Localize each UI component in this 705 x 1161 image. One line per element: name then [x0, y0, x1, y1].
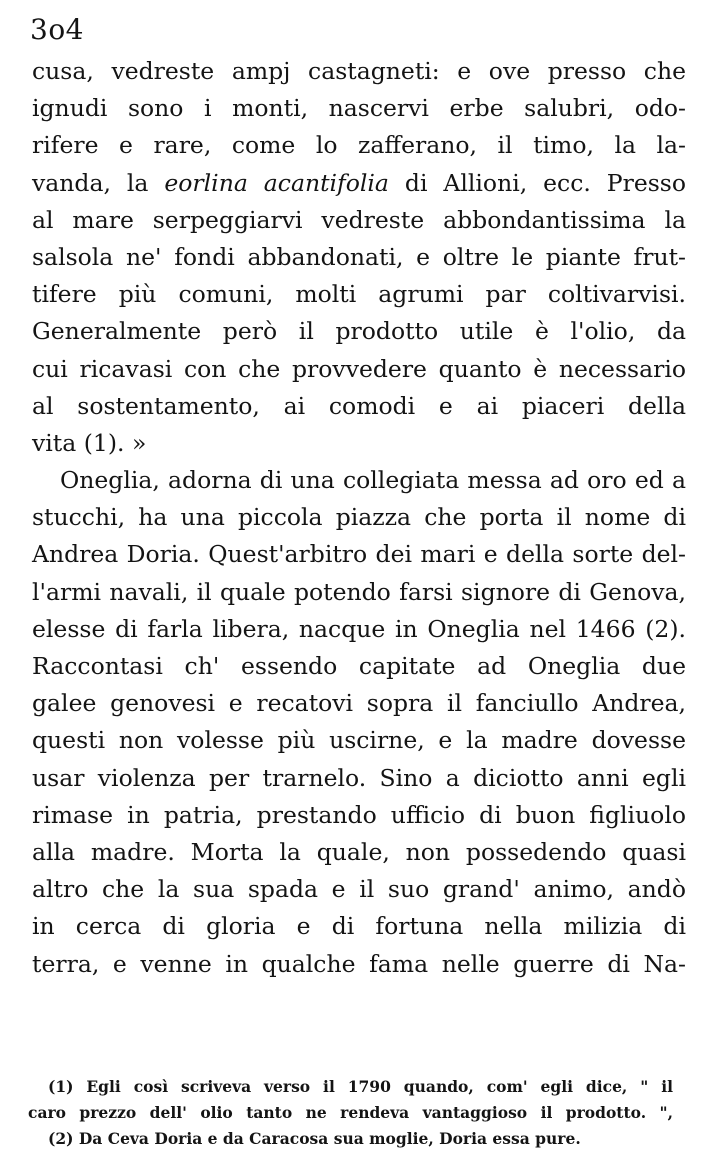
text-line: rimase in patria, prestando ufficio di buon figliuolo	[32, 800, 686, 829]
text-line: rifere e rare, come lo zafferano, il timo, la la-	[32, 131, 686, 160]
text-line: stucchi, ha una piccola piazza che porta il nome di	[32, 503, 686, 532]
page-number: 3o4	[30, 13, 84, 46]
footnotes	[28, 1074, 673, 1152]
text-line: elesse di farla libera, nacque in Oneglia nel 1466 (2).	[32, 614, 686, 643]
text-line: al mare serpeggiarvi vedreste abbondantissima la	[32, 205, 686, 234]
text-line: questi non volesse più uscirne, e la madre dovesse	[32, 726, 686, 755]
text-line: vita (1). »	[32, 428, 147, 457]
text-line: l'armi navali, il quale potendo farsi signore di Genova,	[32, 577, 686, 606]
text-line: in cerca di gloria e di fortuna nella milizia di	[32, 912, 686, 941]
text-line: salsola ne' fondi abbandonati, e oltre le piante frut-	[32, 242, 686, 271]
text-line: alla madre. Morta la quale, non possedendo quasi	[32, 837, 686, 866]
text-line: usar violenza per trarnelo. Sino a diciotto anni egli	[32, 763, 686, 792]
text-segment: di Allioni, ecc. Presso	[404, 168, 686, 197]
text-line: terra, e venne in qualche fama nelle guerre di Na-	[32, 949, 686, 978]
text-line: Raccontasi ch' essendo capitate ad Oneglia due	[32, 652, 686, 680]
text-line: cui ricavasi con che provvedere quanto è necessario	[32, 354, 686, 383]
text-line: galee genovesi e recatovi sopra il fanciullo Andrea,	[32, 689, 686, 718]
italic-species-name: eorlina acantifolia	[164, 168, 389, 197]
text-line: tifere più comuni, molti agrumi par coltivarvisi.	[32, 280, 686, 309]
text-segment: vanda, la	[32, 168, 149, 197]
text-line: altro che la sua spada e il suo grand' animo, andò	[32, 875, 686, 904]
text-line: Andrea Doria. Quest'arbitro dei mari e della sorte del-	[32, 540, 686, 569]
text-line: cusa, vedreste ampj castagneti: e ove presso che	[32, 57, 686, 85]
text-line: Generalmente però il prodotto utile è l'olio, da	[32, 317, 686, 346]
text-line	[32, 165, 686, 202]
text-line: al sostentamento, ai comodi e ai piaceri della	[32, 391, 686, 420]
footnote-1-continuation: caro prezzo dell' olio tanto ne rendeva vantaggioso il prodotto. ",	[28, 1103, 673, 1122]
text-line: ignudi sono i monti, nascervi erbe salubri, odo-	[32, 94, 686, 123]
footnote-1: (1) Egli così scriveva verso il 1790 quando, com' egli dice, " il	[48, 1077, 673, 1096]
paragraph-start-line: Oneglia, adorna di una collegiata messa ad oro ed a	[60, 466, 686, 495]
footnote-2: (2) Da Ceva Doria e da Caracosa sua moglie, Doria essa pure.	[48, 1129, 581, 1148]
body-text	[32, 53, 686, 983]
